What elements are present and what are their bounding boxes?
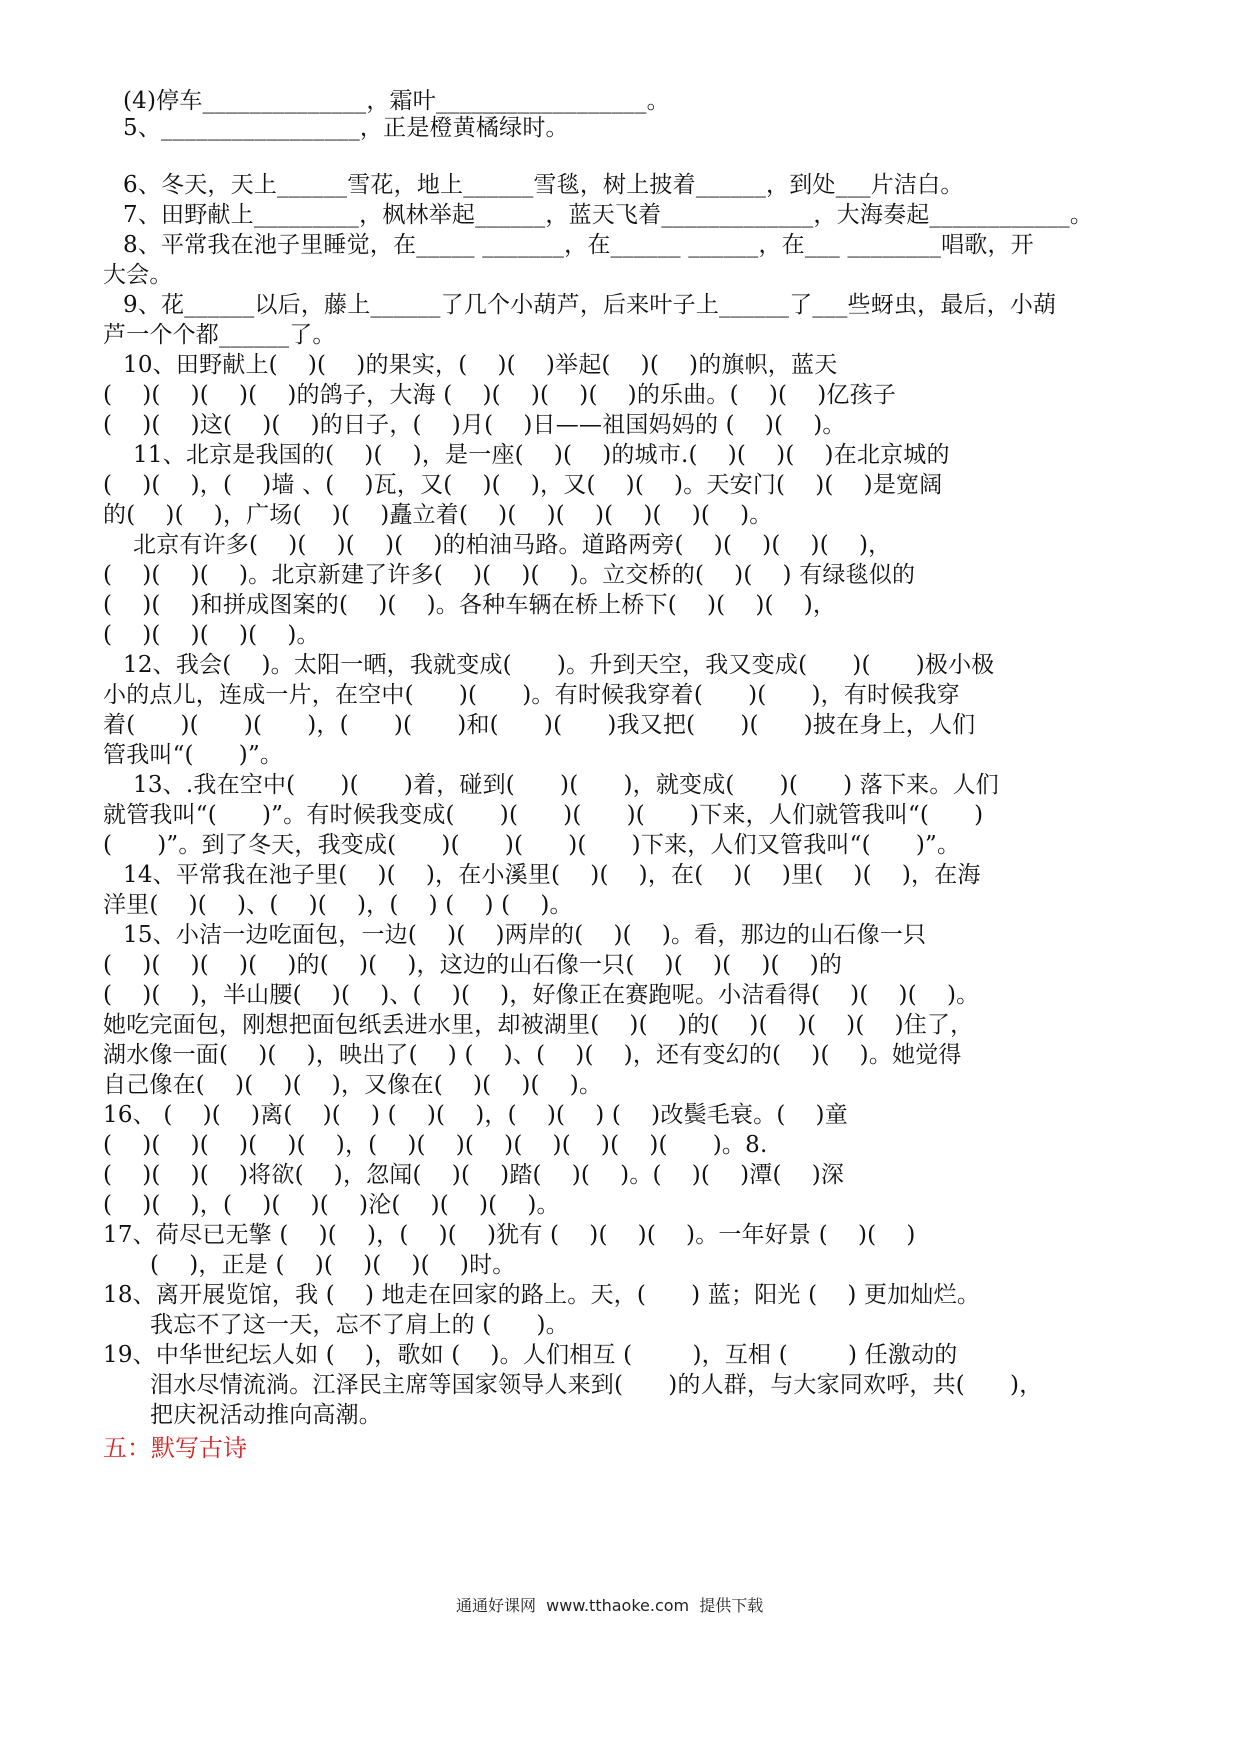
text-line: ( )( )( )( )。: [103, 622, 320, 648]
text-line: 着( )( )( )，( )( )和( )( )我又把( )( )披在身上，人们: [103, 712, 976, 738]
text-line: 洋里( )( )、( )( )，( ) ( ) ( )。: [103, 892, 573, 918]
text-line: ( )( )，( )( )( )沦( )( )( )。: [103, 1192, 560, 1218]
text-line: 芦一个个都______了。: [103, 322, 336, 348]
text-line: 8、平常我在池子里睡觉，在_____ _______，在______ ______，在___ ________唱歌，开: [123, 232, 1034, 258]
text-line: ( )( )和拼成图案的( )( )。各种车辆在桥上桥下( )( )( )，: [103, 592, 837, 618]
text-line: ( )( )，半山腰( )( )、( )( )，好像正在赛跑呢。小洁看得( )( )( )。: [103, 982, 980, 1008]
text-line: 我忘不了这一天，忘不了肩上的 ( )。: [150, 1312, 569, 1338]
text-line: 12、我会( )。太阳一晒，我就变成( )。升到天空，我又变成( )( )极小极: [123, 652, 995, 678]
text-line: 管我叫“( )”。: [103, 742, 284, 768]
text-line: ( )( )( )( )( )，( )( )( )( )( )( )( )。8.: [103, 1132, 768, 1158]
text-line: 13、.我在空中( )( )着，碰到( )( )，就变成( )( ) 落下来。人们: [133, 772, 999, 798]
footer-text: 通通好课网 www.tthaoke.com 提供下载: [456, 1596, 764, 1615]
text-line: 小的点儿，连成一片，在空中( )( )。有时候我穿着( )( )，有时候我穿: [103, 682, 960, 708]
text-line: 把庆祝活动推向高潮。: [150, 1402, 382, 1428]
text-line: 湖水像一面( )( )，映出了( ) ( )、( )( )，还有变幻的( )( )。她觉得: [103, 1042, 962, 1068]
text-line: 的( )( )，广场( )( )矗立着( )( )( )( )( )( )。: [103, 502, 773, 528]
text-line: ( )”。到了冬天，我变成( )( )( )( )下来，人们又管我叫“( )”。: [103, 832, 961, 858]
text-line: 她吃完面包，刚想把面包纸丢进水里，却被湖里( )( )的( )( )( )( )住了，: [103, 1012, 974, 1038]
text-line: 11、北京是我国的( )( )，是一座( )( )的城市.( )( )( )在北京城的: [133, 442, 950, 468]
text-line: 大会。: [103, 262, 173, 288]
text-line: ( )，正是 ( )( )( )( )时。: [150, 1252, 516, 1278]
text-line: 自己像在( )( )( )，又像在( )( )( )。: [103, 1072, 603, 1098]
text-line: 就管我叫“( )”。有时候我变成( )( )( )( )下来，人们就管我叫“( ): [103, 802, 984, 828]
text-line: 15、小洁一边吃面包，一边( )( )两岸的( )( )。看，那边的山石像一只: [123, 922, 927, 948]
text-line: ( )( )( )。北京新建了许多( )( )( )。立交桥的( )( ) 有绿毯似的: [103, 562, 916, 588]
text-line: 5、_________________，正是橙黄橘绿时。: [123, 115, 569, 141]
section-title: 五：默写古诗: [103, 1434, 247, 1462]
text-line: 18、离开展览馆，我 ( ) 地走在回家的路上。天，( ) 蓝；阳光 ( ) 更加灿烂。: [103, 1282, 981, 1308]
text-line: ( )( )( )( )的( )( )，这边的山石像一只( )( )( )( )的: [103, 952, 843, 978]
text-line: 6、冬天，天上______雪花，地上______雪毯，树上披着______，到处___片洁白。: [123, 172, 964, 198]
text-line: 16、 ( )( )离( )( ) ( )( )，( )( ) ( )改鬓毛衰。( )童: [103, 1102, 848, 1128]
text-line: 北京有许多( )( )( )( )的柏油马路。道路两旁( )( )( )( )，: [133, 532, 892, 558]
text-line: 10、田野献上( )( )的果实，( )( )举起( )( )的旗帜，蓝天: [123, 352, 838, 378]
text-line: 泪水尽情流淌。江泽民主席等国家领导人来到( )的人群，与大家同欢呼，共( )，: [150, 1372, 1043, 1398]
text-line: 7、田野献上_________，枫林举起______，蓝天飞着_____________，大海奏起____________。: [123, 202, 1094, 228]
text-line: 17、荷尽已无擎 ( )( )，( )( )犹有 ( )( )( )。一年好景 ( )( ): [103, 1222, 916, 1248]
text-line: ( )( )，( )墙 、( )瓦，又( )( )，又( )( )。天安门( )( )是宽阔: [103, 472, 943, 498]
text-line: ( )( )( )将欲( )，忽闻( )( )踏( )( )。( )( )潭( )深: [103, 1162, 845, 1188]
text-line: ( )( )这( )( )的日子，( )月( )日——祖国妈妈的 ( )( )。: [103, 412, 846, 438]
text-line: ( )( )( )( )的鸽子，大海 ( )( )( )( )的乐曲。( )( )亿孩子: [103, 382, 897, 408]
text-line: 14、平常我在池子里( )( )，在小溪里( )( )，在( )( )里( )( )，在海: [123, 862, 981, 888]
text-line: 19、中华世纪坛人如 ( )，歌如 ( )。人们相互 ( )，互相 ( ) 任激动的: [103, 1342, 958, 1368]
text-line: 9、花______以后，藤上______了几个小葫芦，后来叶子上______了___些蚜虫，最后，小葫: [123, 292, 1057, 318]
text-line: (4)停车______________，霜叶__________________。: [123, 88, 670, 114]
